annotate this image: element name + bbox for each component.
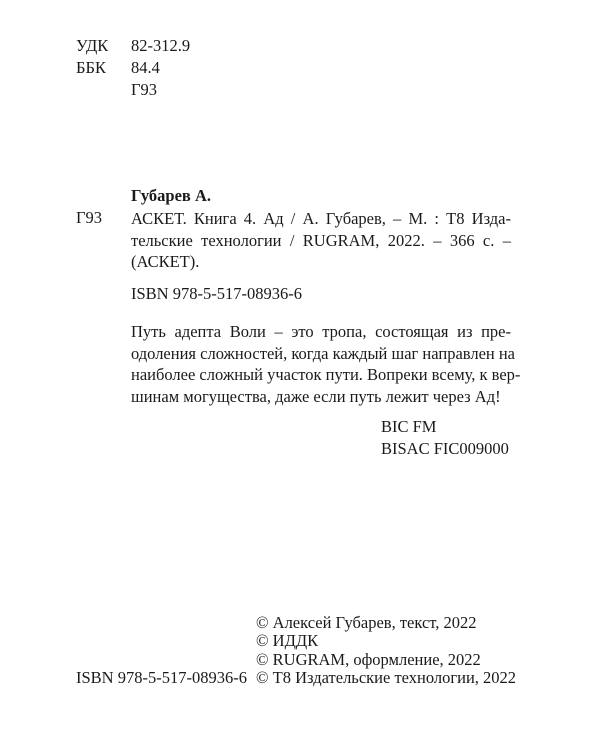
bbk-label: ББК (76, 58, 106, 77)
annotation-line: шинам могущества, даже если путь лежит через Ад! (131, 386, 501, 406)
footer-isbn: ISBN 978-5-517-08936-6 (76, 668, 247, 687)
annotation-line: одоления сложностей, когда каждый шаг направлен на (131, 343, 516, 363)
bbk-value: 84.4 (131, 58, 160, 77)
isbn: ISBN 978-5-517-08936-6 (131, 284, 302, 303)
record-line: (АСКЕТ). (131, 252, 200, 271)
annotation-line: Путь адепта Воли – это тропа, состоящая из пре- (131, 322, 511, 341)
copyright-line: © RUGRAM, оформление, 2022 (256, 650, 481, 669)
record-description (131, 208, 511, 273)
annotation (131, 321, 521, 407)
record-line: АСКЕТ. Книга 4. Ад / А. Губарев, – М. : Т8 Изда- (131, 209, 511, 228)
author-heading: Губарев А. (131, 186, 211, 205)
copyright-line: © Т8 Издательские технологии, 2022 (256, 668, 517, 687)
copyright-line: © ИДДК (256, 631, 319, 650)
record-line: тельские технологии / RUGRAM, 2022. – 366 с. – (131, 230, 511, 250)
udk-value: 82-312.9 (131, 36, 191, 55)
copyright-line: © Алексей Губарев, текст, 2022 (256, 613, 477, 632)
bic-code: BIC FM (381, 417, 437, 436)
bisac-code: BISAC FIC009000 (381, 439, 509, 458)
author-mark: Г93 (131, 80, 158, 99)
side-author-mark: Г93 (76, 208, 103, 227)
udk-label: УДК (76, 36, 109, 55)
annotation-line: наиболее сложный участок пути. Вопреки всему, к вер- (131, 365, 521, 384)
